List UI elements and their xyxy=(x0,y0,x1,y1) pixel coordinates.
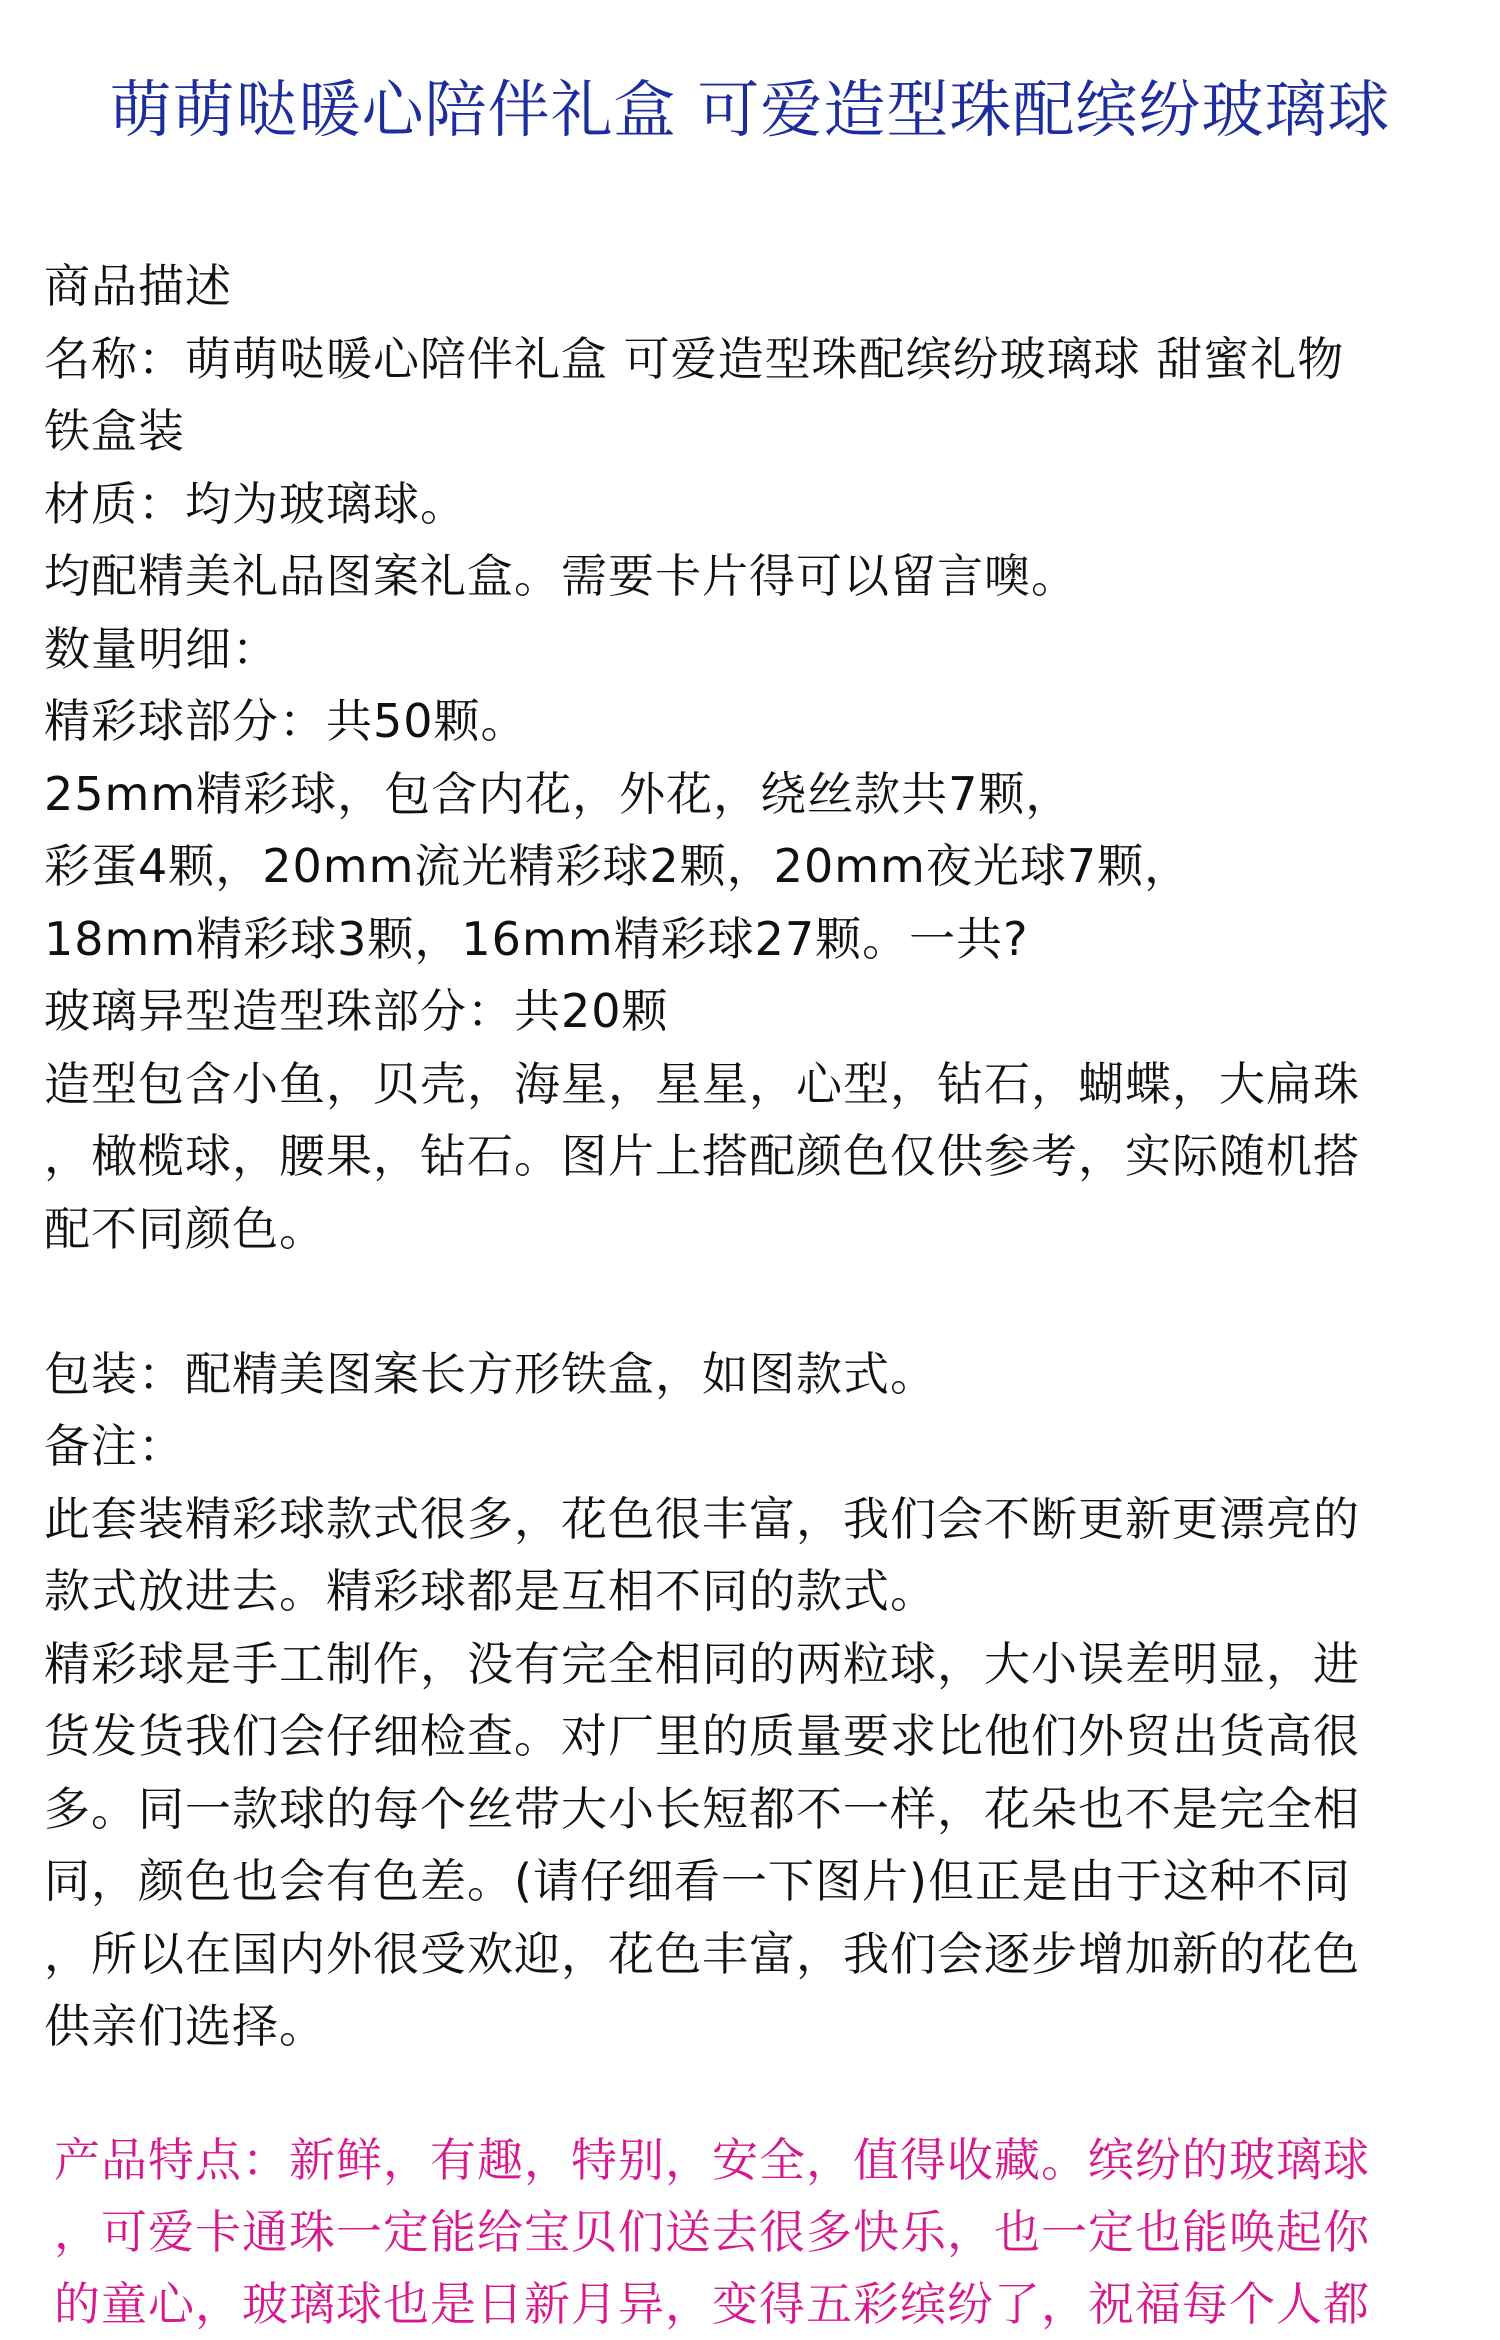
description-line: 造型包含小鱼，贝壳，海星，星星，心型，钻石，蝴蝶，大扁珠 xyxy=(44,1056,1360,1111)
description-line: 材质：均为玻璃球。 xyxy=(44,476,467,531)
features-line: ，可爱卡通珠一定能给宝贝们送去很多快乐，也一定也能唤起你 xyxy=(54,2205,1370,2259)
description-line: 铁盒装 xyxy=(44,404,185,458)
description-line: 商品描述 xyxy=(44,259,232,313)
description-line: 精彩球是手工制作，没有完全相同的两粒球，大小误差明显，进 xyxy=(44,1636,1360,1691)
description-line: ，所以在国内外很受欢迎，花色丰富，我们会逐步增加新的花色 xyxy=(44,1926,1360,1981)
description-line: 数量明细： xyxy=(44,621,279,676)
description-line: 均配精美礼品图案礼盒。需要卡片得可以留言噢。 xyxy=(44,549,1078,603)
page-title: 萌萌哒暖心陪伴礼盒 可爱造型珠配缤纷玻璃球 xyxy=(109,73,1391,146)
description-line: 精彩球部分：共50颗。 xyxy=(44,694,528,748)
description-line: 包装：配精美图案长方形铁盒，如图款式。 xyxy=(44,1346,937,1401)
product-description xyxy=(44,250,1464,2063)
blank-line xyxy=(44,1265,1464,1338)
description-line: 玻璃异型造型珠部分：共20颗 xyxy=(44,984,669,1038)
description-line: 供亲们选择。 xyxy=(44,1999,326,2053)
product-features xyxy=(54,2124,1474,2340)
description-line: 配不同颜色。 xyxy=(44,1201,326,1256)
description-line: 名称：萌萌哒暖心陪伴礼盒 可爱造型珠配缤纷玻璃球 甜蜜礼物 xyxy=(44,331,1345,386)
description-line: 多。同一款球的每个丝带大小长短都不一样，花朵也不是完全相 xyxy=(44,1781,1360,1836)
description-line: 同，颜色也会有色差。(请仔细看一下图片)但正是由于这种不同 xyxy=(44,1854,1351,1908)
description-line: 彩蛋4颗，20mm流光精彩球2颗，20mm夜光球7颗， xyxy=(44,839,1192,893)
description-line: 款式放进去。精彩球都是互相不同的款式。 xyxy=(44,1564,937,1618)
description-line: 货发货我们会仔细检查。对厂里的质量要求比他们外贸出货高很 xyxy=(44,1709,1360,1763)
description-line: 此套装精彩球款式很多，花色很丰富，我们会不断更新更漂亮的 xyxy=(44,1491,1360,1546)
description-line: 18mm精彩球3颗，16mm精彩球27颗。一共? xyxy=(44,911,1029,966)
features-line: 的童心，玻璃球也是日新月异，变得五彩缤纷了，祝福每个人都 xyxy=(54,2277,1370,2331)
description-line: 25mm精彩球，包含内花，外花，绕丝款共7颗， xyxy=(44,766,1073,821)
description-line: 备注： xyxy=(44,1419,185,1473)
description-line: ，橄榄球，腰果，钻石。图片上搭配颜色仅供参考，实际随机搭 xyxy=(44,1129,1360,1183)
features-line: 产品特点：新鲜，有趣，特别，安全，值得收藏。缤纷的玻璃球 xyxy=(54,2133,1370,2187)
